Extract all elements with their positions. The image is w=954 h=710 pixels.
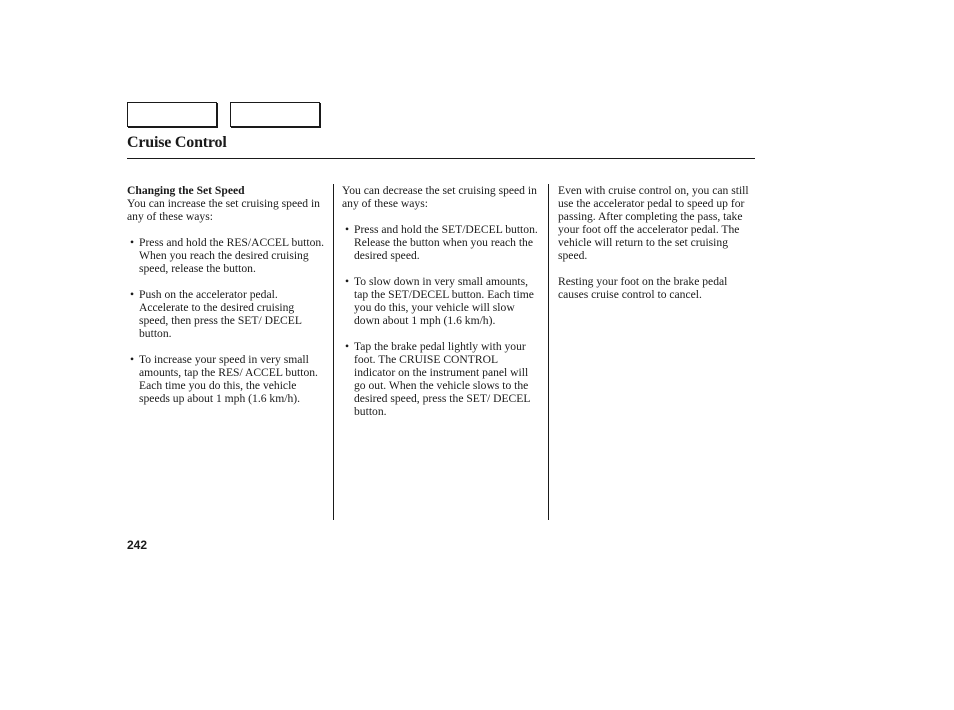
list-item bbox=[342, 340, 538, 418]
nav-tab-box[interactable] bbox=[230, 102, 320, 127]
text-column-1 bbox=[127, 184, 325, 405]
list-item bbox=[342, 223, 538, 262]
list-item-text: Press and hold the SET/DECEL button. Release the button when you reach the desired speed. bbox=[354, 223, 538, 262]
bullet-icon: • bbox=[345, 223, 350, 236]
list-item-text: To increase your speed in very small amounts, tap the RES/ ACCEL button. Each time you do this, the vehicle speeds up about 1 mph (1.6 km/h). bbox=[139, 353, 318, 405]
list-item-text: Push on the accelerator pedal. Accelerate to the desired cruising speed, then press the SET/ DECEL button. bbox=[139, 288, 302, 340]
list-item bbox=[127, 353, 325, 405]
intro-paragraph: You can decrease the set cruising speed in any of these ways: bbox=[342, 184, 537, 210]
body-paragraph: Resting your foot on the brake pedal causes cruise control to cancel. bbox=[558, 275, 728, 301]
intro-paragraph: You can increase the set cruising speed in any of these ways: bbox=[127, 197, 320, 223]
column-divider bbox=[333, 184, 334, 520]
list-item bbox=[127, 288, 325, 340]
page-title: Cruise Control bbox=[127, 134, 227, 151]
bullet-icon: • bbox=[345, 275, 350, 288]
bullet-icon: • bbox=[130, 236, 135, 249]
nav-tab-box[interactable] bbox=[127, 102, 217, 127]
text-column-2 bbox=[342, 184, 538, 418]
title-divider bbox=[127, 158, 755, 159]
body-paragraph: Even with cruise control on, you can still use the accelerator pedal to speed up for passing. After completing the pass, take your foot off the accelerator pedal. The vehicle will return to the set cruising speed. bbox=[558, 184, 749, 262]
section-heading: Changing the Set Speed bbox=[127, 184, 245, 197]
list-item-text: Tap the brake pedal lightly with your foot. The CRUISE CONTROL indicator on the instrument panel will go out. When the vehicle slows to the desired speed, press the SET/ DECEL button. bbox=[354, 340, 531, 418]
text-column-3 bbox=[558, 184, 758, 301]
bullet-icon: • bbox=[130, 353, 135, 366]
decrease-methods-list bbox=[342, 223, 538, 418]
page-number: 242 bbox=[127, 538, 148, 552]
bullet-icon: • bbox=[345, 340, 350, 353]
list-item-text: Press and hold the RES/ACCEL button. When you reach the desired cruising speed, release the button. bbox=[139, 236, 325, 275]
column-divider bbox=[548, 184, 549, 520]
list-item bbox=[127, 236, 325, 275]
list-item-text: To slow down in very small amounts, tap the SET/DECEL button. Each time you do this, your vehicle will slow down about 1 mph (1.6 km/h). bbox=[354, 275, 534, 327]
bullet-icon: • bbox=[130, 288, 135, 301]
increase-methods-list bbox=[127, 236, 325, 405]
list-item bbox=[342, 275, 538, 327]
